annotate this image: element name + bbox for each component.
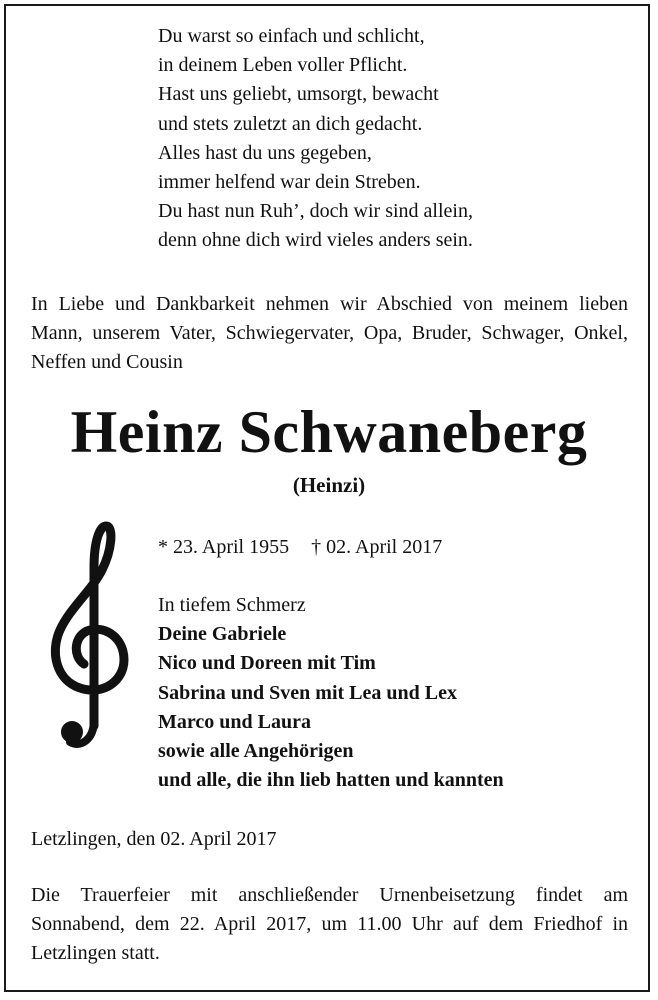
poem-line: Hast uns geliebt, umsorgt, bewacht — [158, 83, 439, 106]
mourner-name: Sabrina und Sven mit Lea und Lex — [158, 681, 457, 704]
place-and-date: Letzlingen, den 02. April 2017 — [31, 828, 277, 850]
farewell-intro: In Liebe und Dankbarkeit nehmen wir Abschied von meinem lieben Mann, unserem Vater, Schwiegervater, Opa, Bruder, Schwager, Onkel, Neffen und Cousin — [31, 293, 628, 373]
death-date: † 02. April 2017 — [311, 536, 443, 558]
mourner-name: Deine Gabriele — [158, 623, 287, 646]
poem-line: in deinem Leben voller Pflicht. — [158, 54, 408, 77]
mourner-name: Nico und Doreen mit Tim — [158, 652, 376, 675]
mourner-name: und alle, die ihn lieb hatten und kannten — [158, 769, 504, 792]
deceased-nickname: (Heinzi) — [292, 473, 366, 497]
poem-line: Du hast nun Ruh’, doch wir sind allein, — [158, 200, 473, 223]
mourner-name: sowie alle Angehörigen — [158, 740, 354, 763]
poem-line: und stets zuletzt an dich gedacht. — [158, 112, 423, 135]
treble-clef-icon — [44, 520, 134, 752]
poem — [158, 22, 473, 256]
mourners-block — [158, 591, 504, 795]
deceased-name: Heinz Schwaneberg — [70, 399, 588, 465]
funeral-notice: Die Trauerfeier mit anschließender Urnenbeisetzung findet am Sonnabend, dem 22. April 2017, um 11.00 Uhr auf dem Friedhof in Letzlingen statt. — [31, 884, 628, 964]
poem-line: denn ohne dich wird vieles anders sein. — [158, 229, 473, 252]
poem-line: Du warst so einfach und schlicht, — [158, 25, 425, 47]
life-dates — [158, 534, 442, 560]
poem-line: immer helfend war dein Streben. — [158, 171, 421, 194]
mourner-name: Marco und Laura — [158, 710, 311, 733]
birth-date: * 23. April 1955 — [158, 536, 290, 558]
mourners-lead: In tiefem Schmerz — [158, 594, 306, 616]
poem-line: Alles hast du uns gegeben, — [158, 141, 372, 164]
